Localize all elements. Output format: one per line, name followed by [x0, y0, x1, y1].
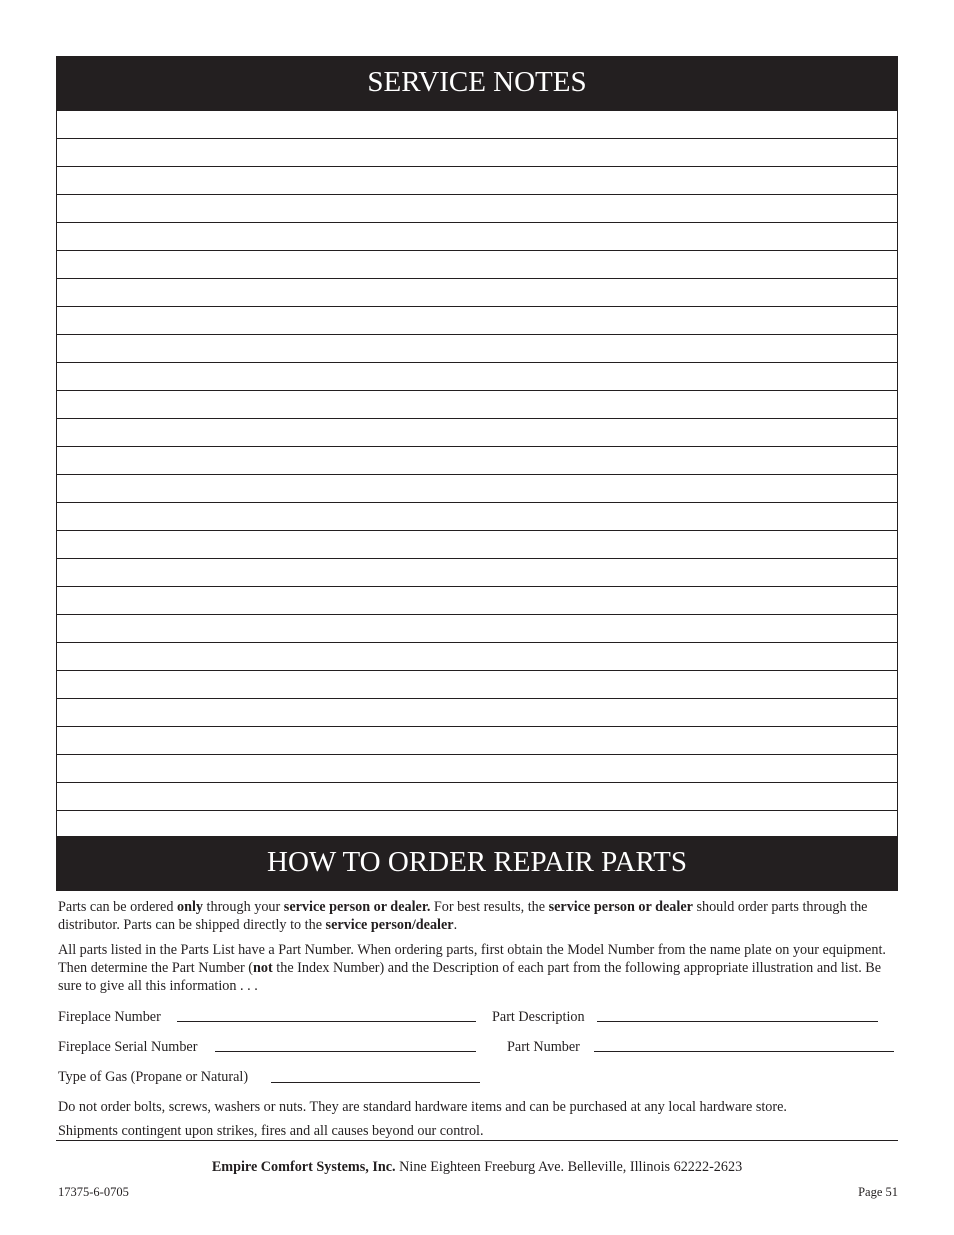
fireplace-number-label: Fireplace Number: [58, 1009, 161, 1025]
type-of-gas-field[interactable]: [271, 1082, 480, 1083]
note-line[interactable]: [57, 446, 897, 447]
service-notes-lines: [56, 111, 898, 836]
company-name: Empire Comfort Systems, Inc.: [211, 1159, 396, 1175]
order-parts-header: [56, 836, 898, 891]
part-number-label: Part Number: [507, 1039, 580, 1055]
note-line[interactable]: [57, 782, 897, 783]
company-address: Nine Eighteen Freeburg Ave. Belleville, Illinois 62222-2623: [395, 1159, 743, 1175]
note-line[interactable]: [57, 138, 897, 139]
note-line[interactable]: [57, 726, 897, 727]
order-parts-title: HOW TO ORDER REPAIR PARTS: [267, 846, 687, 878]
note-line[interactable]: [57, 334, 897, 335]
ordering-paragraph-2: All parts listed in the Parts List have a Part Number. When ordering parts, first obtain the Model Number from the name plate on your equipment. Then determine the Part Number (not the Index Number) and the Description of each part from the following appropriate illustration and list. Be sure to give all this information . . .: [58, 942, 886, 994]
fireplace-number-field[interactable]: [177, 1021, 476, 1022]
note-line[interactable]: [57, 586, 897, 587]
footer-company-address: [0, 1158, 954, 1176]
note-line[interactable]: [57, 670, 897, 671]
shipments-note: Shipments contingent upon strikes, fires and all causes beyond our control.: [58, 1123, 484, 1139]
note-line[interactable]: [57, 166, 897, 167]
fireplace-serial-number-field[interactable]: [215, 1051, 476, 1052]
part-number-field[interactable]: [594, 1051, 894, 1052]
part-description-label: Part Description: [492, 1009, 585, 1025]
service-notes-title: SERVICE NOTES: [367, 66, 587, 98]
note-line[interactable]: [57, 362, 897, 363]
note-line[interactable]: [57, 558, 897, 559]
note-line[interactable]: [57, 614, 897, 615]
note-line[interactable]: [57, 810, 897, 811]
type-of-gas-label: Type of Gas (Propane or Natural): [58, 1069, 249, 1085]
ordering-paragraph-1: Parts can be ordered only through your service person or dealer. For best results, the service person or dealer should order parts through the distributor. Parts can be shipped directly to the service person/dealer.: [58, 899, 868, 933]
note-line[interactable]: [57, 530, 897, 531]
service-notes-header: [56, 56, 898, 111]
note-line[interactable]: [57, 390, 897, 391]
footer-divider: [56, 1140, 898, 1141]
note-line[interactable]: [57, 194, 897, 195]
document-number: 17375-6-0705: [58, 1185, 129, 1199]
note-line[interactable]: [57, 222, 897, 223]
page-number: Page 51: [858, 1185, 898, 1199]
note-line[interactable]: [57, 698, 897, 699]
note-line[interactable]: [57, 278, 897, 279]
note-line[interactable]: [57, 642, 897, 643]
note-line[interactable]: [57, 502, 897, 503]
hardware-note: Do not order bolts, screws, washers or nuts. They are standard hardware items and can be purchased at any local hardware store.: [58, 1099, 787, 1115]
note-line[interactable]: [57, 474, 897, 475]
part-description-field[interactable]: [597, 1021, 878, 1022]
fireplace-serial-number-label: Fireplace Serial Number: [58, 1039, 198, 1055]
note-line[interactable]: [57, 250, 897, 251]
note-line[interactable]: [57, 418, 897, 419]
note-line[interactable]: [57, 754, 897, 755]
note-line[interactable]: [57, 306, 897, 307]
